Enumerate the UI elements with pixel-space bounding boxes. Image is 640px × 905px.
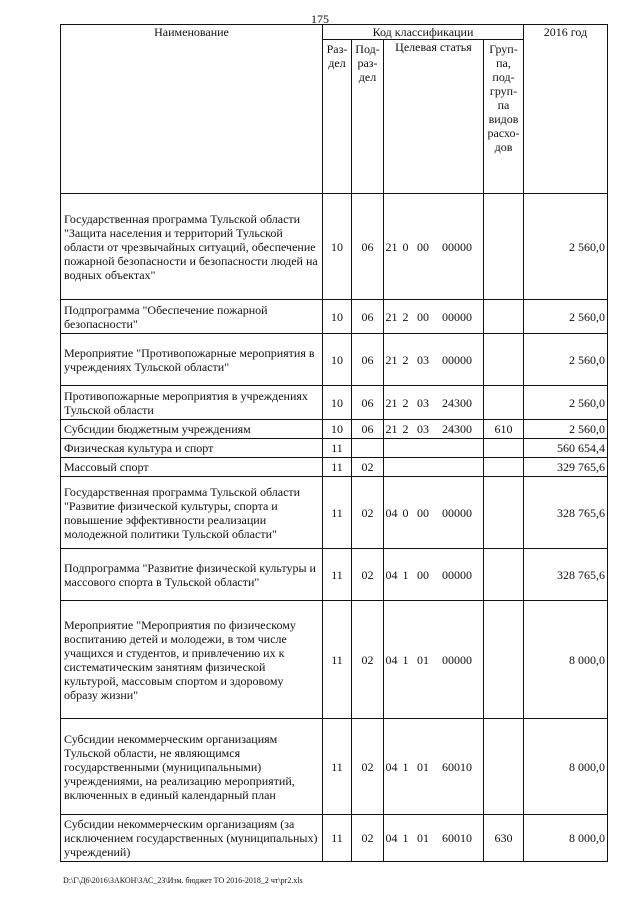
row-subsection: 02 [352, 458, 384, 477]
target-article-part: 1 [402, 831, 409, 845]
target-article-part: 00 [417, 567, 429, 582]
row-subsection: 02 [352, 549, 384, 601]
target-article-part: 01 [417, 759, 429, 774]
row-name: Субсидии бюджетным учреждениям [61, 420, 323, 439]
page-number: 175 [311, 12, 329, 26]
target-article-part: 2 [402, 309, 409, 324]
row-name: Мероприятие "Противопожарные мероприятия в учреждениях Тульской области" [61, 334, 323, 386]
row-target-article [384, 477, 484, 549]
row-target-article [384, 386, 484, 420]
row-section: 11 [323, 458, 352, 477]
row-expense-group: 630 [484, 815, 524, 862]
row-name: Государственная программа Тульской области "Защита населения и территорий Тульской области от чрезвычайных ситуаций, обеспечение пожарной безопасности и безопасности людей на водных объектах" [61, 194, 323, 300]
row-subsection: 02 [352, 601, 384, 719]
target-article-part: 03 [417, 422, 429, 436]
row-expense-group [484, 300, 524, 334]
row-target-article [384, 300, 484, 334]
target-article-part: 00 [417, 309, 429, 324]
target-article-part: 00000 [442, 352, 472, 367]
row-target-article [384, 439, 484, 458]
table-row [61, 477, 608, 549]
table-row [61, 386, 608, 420]
target-article-part: 0 [402, 239, 409, 254]
row-expense-group [484, 549, 524, 601]
header-year: 2016 год [524, 25, 608, 194]
row-target-article [384, 601, 484, 719]
row-section: 11 [323, 477, 352, 549]
target-article-part: 21 [385, 309, 398, 324]
header-section: Раз- дел [323, 40, 352, 194]
row-expense-group [484, 334, 524, 386]
table-row [61, 439, 608, 458]
row-expense-group [484, 194, 524, 300]
row-target-article [384, 334, 484, 386]
row-name: Государственная программа Тульской области "Развитие физической культуры, спорта и повышение эффективности реализации молодежной политики Тульской области" [61, 477, 323, 549]
row-expense-group [484, 601, 524, 719]
file-path-footer: D:\Г\Д6\2016\ЗАКОН\ЗАС_23\Изм. бюджет ТО 2016-2018_2 чт\pr2.xls [63, 876, 303, 885]
budget-table [60, 24, 608, 862]
target-article-part: 2 [402, 352, 409, 367]
row-target-article [384, 719, 484, 815]
target-article-part: 1 [402, 652, 409, 667]
row-subsection: 06 [352, 194, 384, 300]
row-target-article [384, 549, 484, 601]
row-amount: 8 000,0 [524, 815, 608, 862]
target-article-part: 03 [417, 352, 429, 367]
row-section: 10 [323, 386, 352, 420]
target-article-part: 21 [385, 352, 398, 367]
row-name: Субсидии некоммерческим организациям (за исключением государственных (муниципальных) учреждений) [61, 815, 323, 862]
row-subsection: 06 [352, 300, 384, 334]
row-section: 10 [323, 420, 352, 439]
table-row [61, 420, 608, 439]
target-article-part: 24300 [442, 395, 472, 410]
target-article-part: 60010 [442, 759, 472, 774]
row-amount: 2 560,0 [524, 420, 608, 439]
row-name: Противопожарные мероприятия в учреждениях Тульской области [61, 386, 323, 420]
row-amount: 2 560,0 [524, 194, 608, 300]
target-article-part: 2 [402, 422, 409, 436]
row-subsection: 02 [352, 815, 384, 862]
row-amount: 328 765,6 [524, 477, 608, 549]
row-section: 11 [323, 601, 352, 719]
target-article-part: 00000 [442, 652, 472, 667]
header-expense-group: Груп- па, под- груп- па видов расхо- дов [484, 40, 524, 194]
target-article-part: 00000 [442, 309, 472, 324]
target-article-part: 00 [417, 505, 429, 520]
target-article-part: 21 [385, 239, 398, 254]
target-article-part: 04 [385, 831, 398, 845]
row-section: 10 [323, 334, 352, 386]
table-row [61, 334, 608, 386]
row-expense-group [484, 386, 524, 420]
row-expense-group: 610 [484, 420, 524, 439]
target-article-part: 21 [385, 395, 398, 410]
target-article-part: 00000 [442, 239, 472, 254]
row-subsection: 02 [352, 719, 384, 815]
table-row [61, 300, 608, 334]
header-name: Наименование [61, 25, 323, 194]
target-article-part: 24300 [442, 422, 472, 436]
row-name: Субсидии некоммерческим организациям Тульской области, не являющимся государственными (муниципальными) учреждениями, на реализацию мероприятий, включенных в единый календарный план [61, 719, 323, 815]
row-target-article [384, 194, 484, 300]
table-row [61, 549, 608, 601]
row-name: Физическая культура и спорт [61, 439, 323, 458]
row-subsection [352, 439, 384, 458]
target-article-part: 01 [417, 831, 429, 845]
target-article-part: 04 [385, 652, 398, 667]
target-article-part: 03 [417, 395, 429, 410]
row-target-article [384, 815, 484, 862]
table-row [61, 194, 608, 300]
target-article-part: 1 [402, 759, 409, 774]
target-article-part: 60010 [442, 831, 472, 845]
target-article-part: 01 [417, 652, 429, 667]
row-subsection: 06 [352, 386, 384, 420]
row-target-article [384, 458, 484, 477]
row-section: 11 [323, 439, 352, 458]
target-article-part: 04 [385, 759, 398, 774]
target-article-part: 04 [385, 567, 398, 582]
row-amount: 2 560,0 [524, 386, 608, 420]
row-section: 10 [323, 194, 352, 300]
row-expense-group [484, 439, 524, 458]
row-subsection: 02 [352, 477, 384, 549]
table-row [61, 815, 608, 862]
row-expense-group [484, 477, 524, 549]
row-subsection: 06 [352, 334, 384, 386]
row-amount: 8 000,0 [524, 719, 608, 815]
row-amount: 560 654,4 [524, 439, 608, 458]
row-amount: 2 560,0 [524, 300, 608, 334]
target-article-part: 21 [385, 422, 398, 436]
table-row [61, 719, 608, 815]
row-amount: 2 560,0 [524, 334, 608, 386]
target-article-part: 00 [417, 239, 429, 254]
row-name: Массовый спорт [61, 458, 323, 477]
row-amount: 328 765,6 [524, 549, 608, 601]
header-target-article: Целевая статья [384, 40, 484, 194]
target-article-part: 1 [402, 567, 409, 582]
row-section: 11 [323, 719, 352, 815]
row-target-article [384, 420, 484, 439]
row-name: Мероприятие "Мероприятия по физическому воспитанию детей и молодежи, в том числе учащихся и студентов, и привлечению их к систематическим занятиям физической культурой, массовым спортом и здоровому образу жизни" [61, 601, 323, 719]
row-section: 11 [323, 815, 352, 862]
table-row [61, 601, 608, 719]
row-section: 10 [323, 300, 352, 334]
row-subsection: 06 [352, 420, 384, 439]
row-name: Подпрограмма "Обеспечение пожарной безопасности" [61, 300, 323, 334]
target-article-part: 00000 [442, 505, 472, 520]
row-expense-group [484, 719, 524, 815]
table-row [61, 458, 608, 477]
target-article-part: 00000 [442, 567, 472, 582]
target-article-part: 2 [402, 395, 409, 410]
header-subsection: Под- раз- дел [352, 40, 384, 194]
target-article-part: 0 [402, 505, 409, 520]
target-article-part: 04 [385, 505, 398, 520]
row-name: Подпрограмма "Развитие физической культуры и массового спорта в Тульской области" [61, 549, 323, 601]
header-row-top [61, 25, 608, 40]
row-amount: 329 765,6 [524, 458, 608, 477]
header-classification-code: Код классификации [323, 25, 524, 40]
row-amount: 8 000,0 [524, 601, 608, 719]
row-section: 11 [323, 549, 352, 601]
row-expense-group [484, 458, 524, 477]
